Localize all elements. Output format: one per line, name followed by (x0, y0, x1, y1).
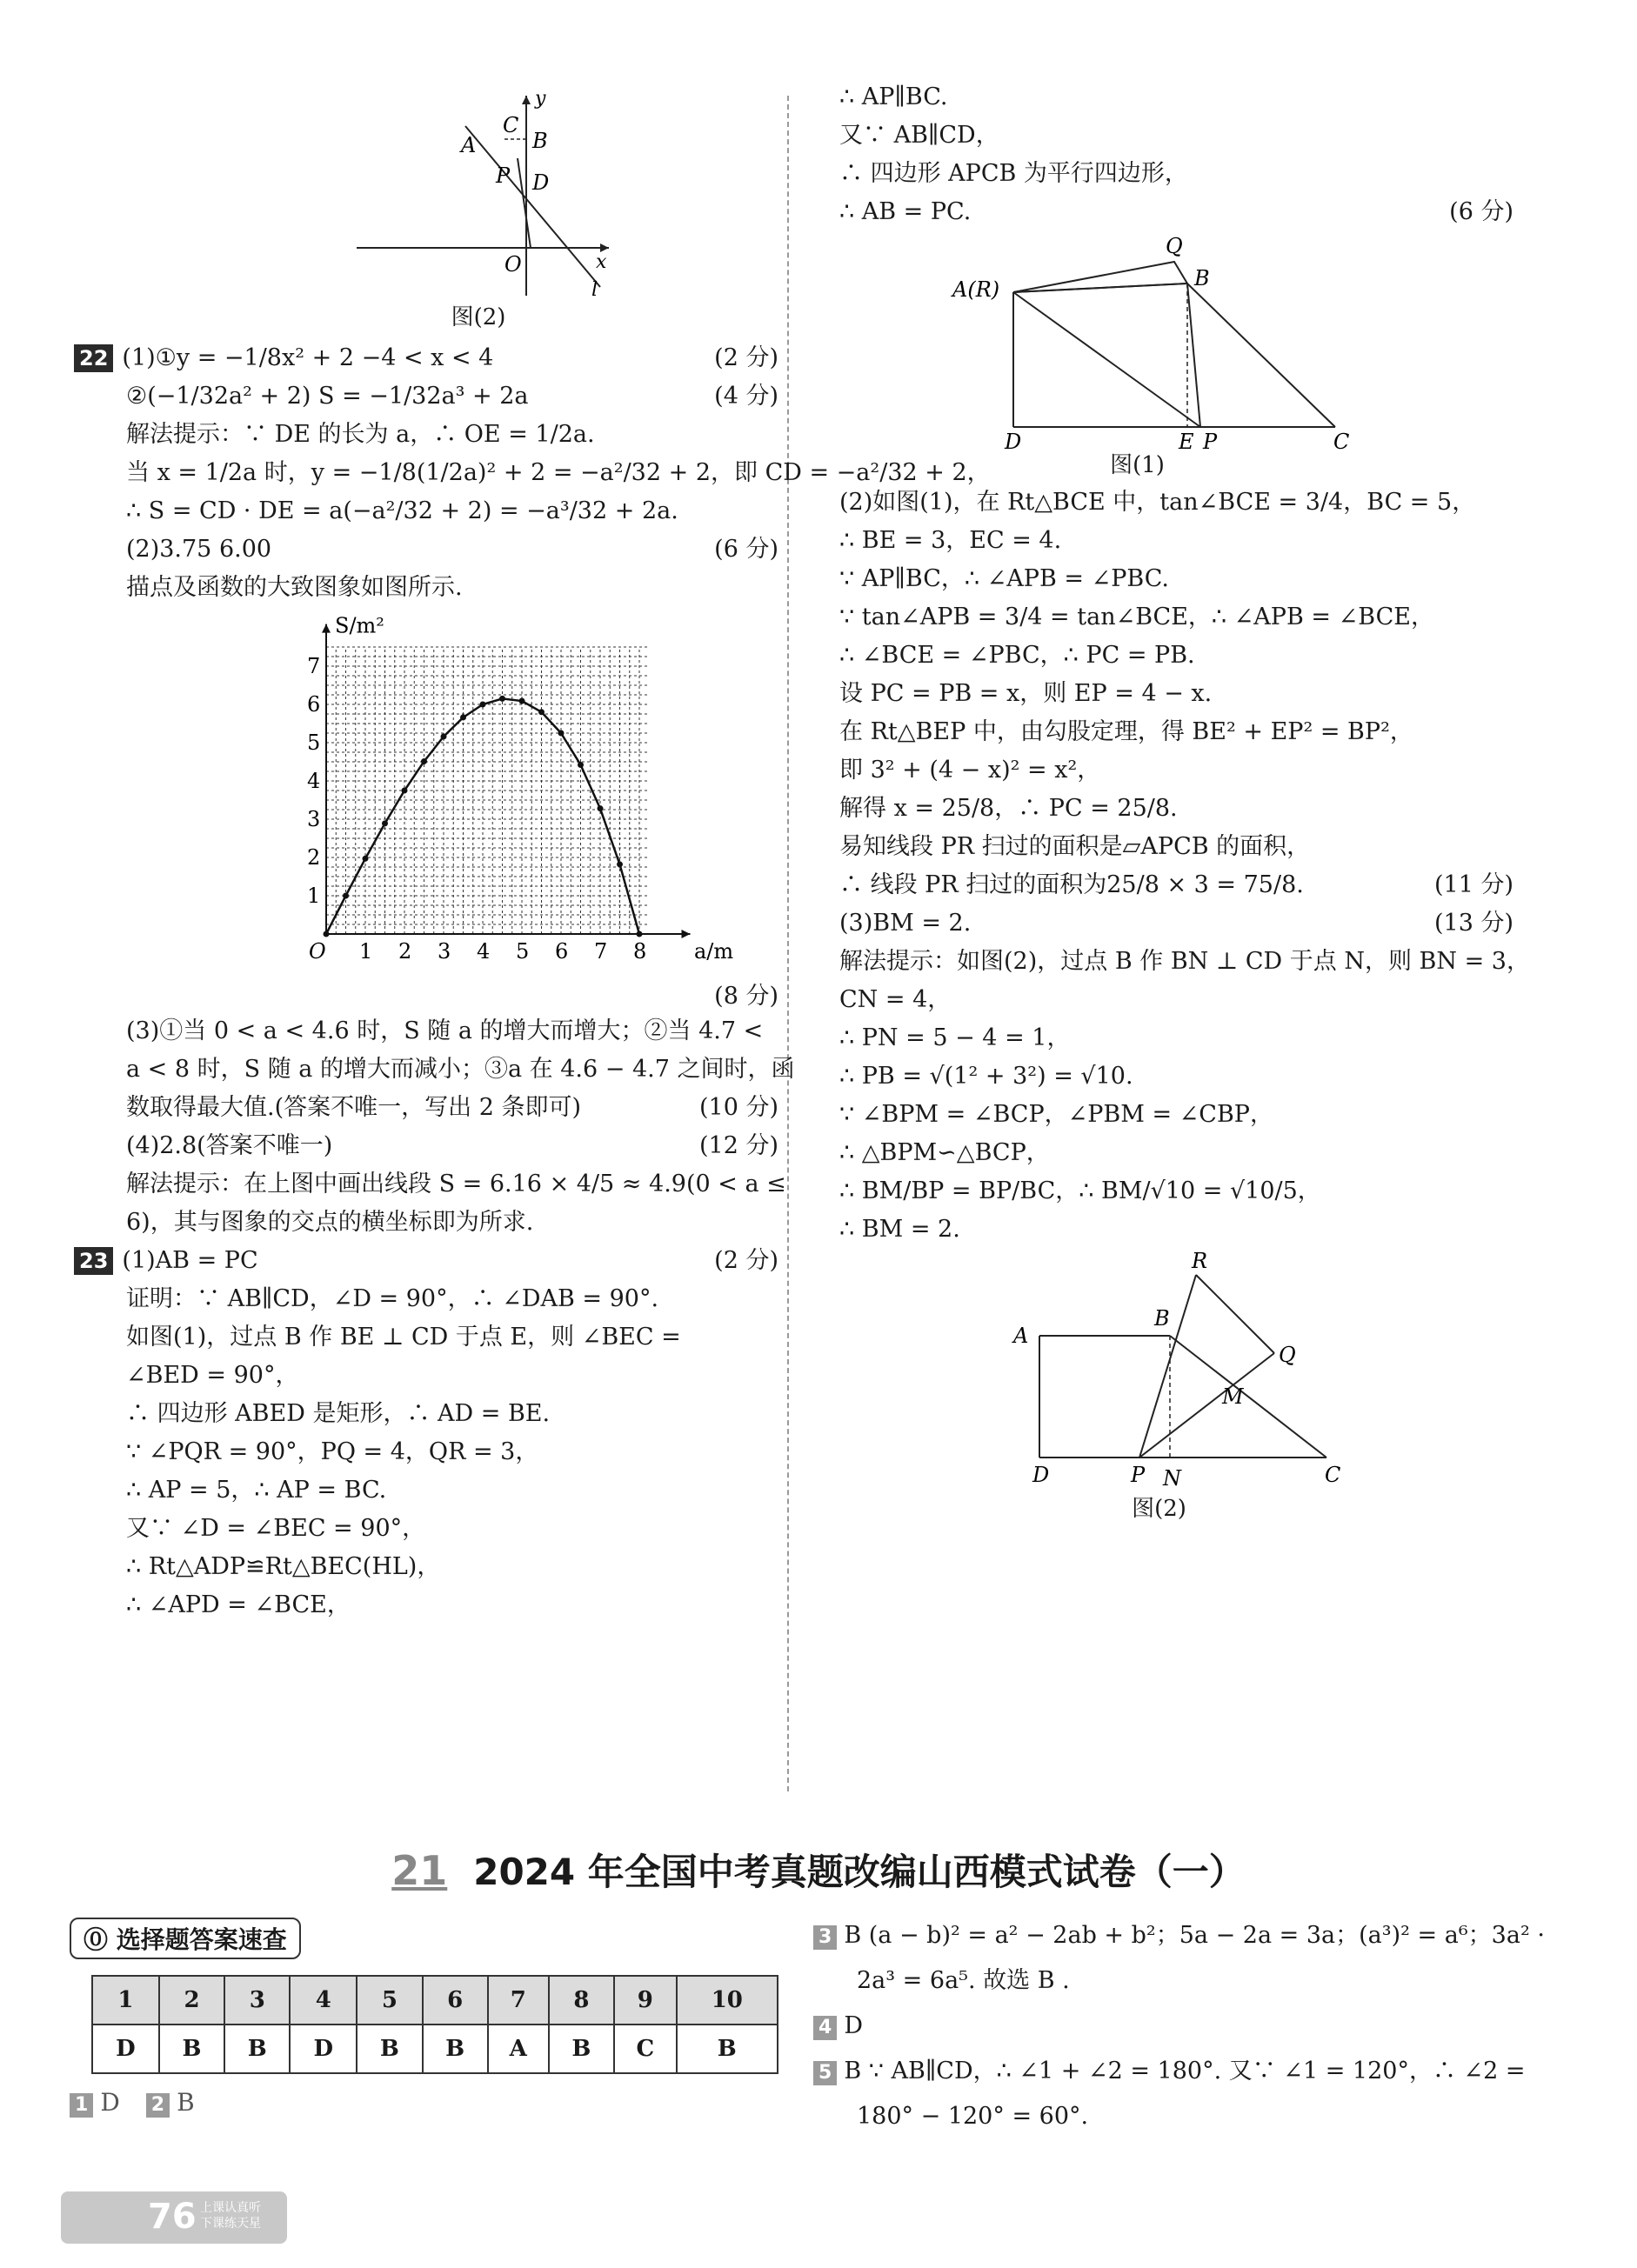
line-text: 易知线段 PR 扫过的面积是▱APCB 的面积， (839, 833, 1311, 860)
data-point (363, 856, 369, 862)
fig2-label-Q: Q (1279, 1343, 1296, 1367)
line-text: 解法提示：∵ DE 的长为 a，∴ OE = 1/2a. (126, 421, 595, 448)
data-point (499, 696, 505, 702)
line-text: ∴ 四边形 ABED 是矩形，∴ AD = BE. (126, 1400, 551, 1427)
x-axis-label: a/m (694, 939, 734, 964)
line-text: a < 8 时，S 随 a 的增大而减小；③a 在 4.6 − 4.7 之间时，函 (126, 1056, 795, 1083)
line-text: 设 PC = PB = x，则 EP = 4 − x. (839, 680, 1213, 707)
fig1-label-D: D (1005, 430, 1022, 454)
fig1-label-B: B (1194, 266, 1210, 290)
explanation-line (813, 1913, 1545, 1958)
line-text: 又∵ ∠D = ∠BEC = 90°， (126, 1515, 426, 1542)
data-point (402, 788, 408, 794)
answer-number: 4 (290, 1976, 357, 2025)
line-text: ∠BED = 90°， (126, 1362, 299, 1389)
x-tick-label: 5 (516, 939, 530, 964)
text-line (126, 1165, 786, 1204)
question-badge: 1 (70, 2093, 93, 2118)
fig2-label-N: N (1163, 1466, 1181, 1491)
line-text: 又∵ AB∥CD， (839, 122, 999, 149)
line-text: 如图(1)，过点 B 作 BE ⊥ CD 于点 E，则 ∠BEC = (126, 1324, 681, 1351)
answer-table (91, 1975, 778, 2074)
text-line (126, 416, 778, 454)
text-line (126, 1089, 778, 1127)
column-divider (787, 96, 789, 1791)
figure-2-caption: 图(2) (1132, 1496, 1186, 1522)
x-tick-label: 3 (438, 939, 451, 964)
data-point (617, 861, 623, 867)
answer-number: 5 (357, 1976, 422, 2025)
line-text: (1)AB = PC (122, 1247, 258, 1274)
text-line (839, 675, 1513, 713)
label-y: y (535, 88, 546, 110)
line-text: ∴ PN = 5 − 4 = 1， (839, 1024, 1071, 1051)
score: (2 分) (714, 1247, 778, 1274)
figure-caption: 图(2) (451, 304, 506, 330)
text-line (126, 1471, 778, 1510)
text-line (839, 598, 1513, 637)
label-O: O (504, 252, 522, 277)
fig1-label-Q: Q (1166, 234, 1183, 258)
figure-1-caption: 图(1) (1110, 452, 1165, 478)
answer-value: D (290, 2025, 357, 2073)
text-line (126, 569, 778, 607)
line-text: 当 x = 1/2a 时，y = −1/8(1/2a)² + 2 = −a²/32 + 2，即 CD = −a²/32 + 2， (126, 459, 991, 486)
data-point (538, 709, 545, 715)
data-point (421, 758, 427, 764)
explanation-line (813, 1958, 1518, 2004)
function-graph (300, 612, 778, 977)
fig2-label-C: C (1325, 1463, 1341, 1487)
label-C: C (503, 113, 519, 137)
graph-score: (8 分) (714, 983, 778, 1010)
text-line (126, 1548, 778, 1586)
quick-answers-title: ⓪ 选择题答案速查 (70, 1918, 301, 1959)
answer-value: C (614, 2025, 677, 2073)
line-text: ∴ 四边形 APCB 为平行四边形， (839, 160, 1188, 187)
question-badge: 2 (146, 2093, 170, 2118)
text-line (839, 751, 1513, 790)
answer-number: 2 (159, 1976, 224, 2025)
answer-number: 7 (488, 1976, 549, 2025)
data-point (637, 931, 643, 937)
text-line (126, 1510, 778, 1548)
question-badge: 5 (813, 2061, 837, 2085)
text-line (839, 866, 1513, 904)
answer-table-header-row (92, 1976, 778, 2025)
answer-value: D (92, 2025, 159, 2073)
text-line (839, 637, 1513, 675)
text-line (839, 117, 1513, 155)
data-point (558, 730, 565, 737)
text-line (839, 1057, 1513, 1096)
explanation-text: B (a − b)² = a² − 2ab + b²；5a − 2a = 3a；(a³)² = a⁶；3a² · (844, 1922, 1545, 1949)
x-tick-label: 1 (359, 939, 373, 964)
answer-value: B (224, 2025, 290, 2073)
answer-number: 3 (224, 1976, 290, 2025)
right-column (839, 78, 1530, 1527)
y-axis-label: S/m² (335, 613, 384, 638)
data-point (324, 931, 330, 937)
explanation-text: 2a³ = 6a⁵. 故选 B . (857, 1967, 1070, 1994)
y-axis-arrow (322, 624, 331, 633)
y-tick-label: 3 (307, 807, 321, 831)
section-title-text: 2024 年全国中考真题改编山西模式试卷（一） (473, 1851, 1246, 1893)
score: (6 分) (714, 536, 778, 563)
x-tick-label: 2 (398, 939, 412, 964)
answer-number: 9 (614, 1976, 677, 2025)
text-line (839, 943, 1530, 981)
line-text: 即 3² + (4 − x)² = x²， (839, 757, 1101, 784)
quick-extra (70, 2088, 778, 2118)
line-text: ∴ △BPM∽△BCP， (839, 1139, 1050, 1166)
line-text: 6)，其与图象的交点的横坐标即为所求. (126, 1209, 534, 1236)
data-point (382, 820, 388, 826)
line-text: 解得 x = 25/8，∴ PC = 25/8. (839, 795, 1178, 822)
answer-value: B (159, 2025, 224, 2073)
answer-explanations (813, 1913, 1545, 2139)
data-point (578, 762, 584, 768)
text-line (839, 713, 1513, 751)
fig2-label-M: M (1222, 1384, 1244, 1409)
line-text: ∴ AP = 5，∴ AP = BC. (126, 1477, 387, 1504)
fig2-label-A: A (1013, 1324, 1029, 1348)
line-text: ②(−1/32a² + 2) S = −1/32a³ + 2a (126, 383, 529, 410)
fig2-label-P: P (1131, 1463, 1146, 1487)
text-line (126, 377, 778, 416)
answer-number: 1 (92, 1976, 159, 2025)
data-point (460, 714, 466, 720)
label-x: x (596, 251, 607, 273)
fig2-label-B: B (1154, 1306, 1170, 1331)
label-D: D (532, 170, 550, 195)
line-text: ∴ S = CD · DE = a(−a²/32 + 2) = −a³/32 + 2a. (126, 497, 678, 524)
text-line (839, 560, 1513, 598)
text-line (126, 1012, 778, 1051)
line-text: ∴ AP∥BC. (839, 83, 948, 110)
section-number: 21 (391, 1847, 448, 1894)
quick-answers (70, 1918, 778, 2118)
y-tick-label: 1 (307, 884, 321, 908)
text-line (839, 1172, 1513, 1211)
fig1-label-P: P (1203, 430, 1218, 454)
answer-value: B (423, 2025, 488, 2073)
text-line (126, 492, 778, 530)
y-tick-label: 2 (307, 845, 321, 870)
quick-answer: B (177, 2088, 195, 2117)
x-tick-label: 7 (594, 939, 608, 964)
text-line (126, 1051, 795, 1089)
fig1-label-E: E (1179, 430, 1194, 454)
data-point (519, 698, 525, 704)
text-line (839, 484, 1513, 522)
question-badge: 4 (813, 2016, 837, 2040)
text-line (839, 155, 1513, 193)
line-text: (1)①y = −1/8x² + 2 −4 < x < 4 (122, 344, 494, 371)
answer-value: B (357, 2025, 422, 2073)
fig2-label-R: R (1192, 1249, 1208, 1273)
line-text: ∵ AP∥BC，∴ ∠APB = ∠PBC. (839, 565, 1169, 592)
line-text: ∴ ∠BCE = ∠PBC，∴ PC = PB. (839, 642, 1195, 669)
line-text: ∵ tan∠APB = 3/4 = tan∠BCE，∴ ∠APB = ∠BCE， (839, 604, 1434, 630)
question-badge: 3 (813, 1925, 837, 1950)
section-title (0, 1844, 1637, 1896)
answer-table-row (92, 2025, 778, 2073)
line-text: ∴ PB = √(1² + 3²) = √10. (839, 1063, 1133, 1090)
score: (10 分) (698, 1094, 778, 1121)
answer-number: 8 (549, 1976, 614, 2025)
line-text: 证明：∵ AB∥CD，∠D = 90°，∴ ∠DAB = 90°. (126, 1285, 659, 1312)
explanation-text: B ∵ AB∥CD，∴ ∠1 + ∠2 = 180°. 又∵ ∠1 = 120°，∴ ∠2 = (844, 2058, 1526, 2085)
line-text: ∴ 线段 PR 扫过的面积为25/8 × 3 = 75/8. (839, 871, 1304, 898)
line-text: ∴ AB = PC. (839, 198, 972, 225)
line-text: ∴ BM/BP = BP/BC，∴ BM/√10 = √10/5， (839, 1177, 1321, 1204)
figure-2-svg (839, 1249, 1513, 1492)
data-point (343, 893, 349, 899)
text-line (126, 1395, 778, 1433)
data-point (598, 805, 604, 811)
x-tick-label: 4 (477, 939, 491, 964)
text-line (839, 904, 1513, 943)
answer-value: A (488, 2025, 549, 2073)
answer-number: 6 (423, 1976, 488, 2025)
line-text: CN = 4， (839, 986, 952, 1013)
chart-svg (300, 612, 734, 969)
line-text: ∵ ∠BPM = ∠BCP，∠PBM = ∠CBP， (839, 1101, 1273, 1128)
figure-top (331, 78, 626, 339)
explanation-line (813, 2094, 1518, 2139)
page-number-badge (61, 2191, 287, 2244)
text-line (126, 530, 778, 569)
text-line (839, 193, 1513, 231)
line-text: ∴ BE = 3，EC = 4. (839, 527, 1062, 554)
text-line (839, 1134, 1513, 1172)
text-line (126, 1357, 778, 1395)
line-text: (4)2.8(答案不唯一) (126, 1132, 333, 1159)
y-tick-label: 5 (307, 730, 321, 755)
line-text: ∵ ∠PQR = 90°，PQ = 4，QR = 3， (126, 1438, 539, 1465)
text-line (839, 1211, 1513, 1249)
figure-2 (839, 1249, 1513, 1527)
coordinate-figure (331, 78, 626, 304)
fig1-label-AR: A(R) (952, 277, 1000, 302)
text-line (126, 1318, 778, 1357)
quick-icon: ⓪ (84, 1925, 117, 1954)
x-tick-label: 8 (633, 939, 647, 964)
score: (11 分) (1433, 871, 1513, 898)
x-tick-label: 6 (555, 939, 569, 964)
text-line (839, 790, 1513, 828)
text-line (79, 1242, 778, 1280)
score: (4 分) (714, 383, 778, 410)
text-line (839, 1096, 1513, 1134)
data-point (441, 733, 447, 739)
question-23 (70, 1242, 778, 1624)
explanation-text: 180° − 120° = 60°. (857, 2103, 1089, 2130)
fig2-label-D: D (1032, 1463, 1050, 1487)
score: (6 分) (1449, 198, 1513, 225)
page-number: 76 (148, 2197, 197, 2237)
explanation-line (813, 2004, 1518, 2049)
text-line (126, 1433, 778, 1471)
text-line (126, 454, 991, 492)
figure-1-svg (839, 231, 1513, 454)
text-line (126, 1586, 778, 1624)
y-tick-label: 4 (307, 769, 321, 793)
label-B: B (532, 129, 548, 153)
line-text: 解法提示：在上图中画出线段 S = 6.16 × 4/5 ≈ 4.9(0 < a ≤ (126, 1171, 786, 1197)
text-line (839, 828, 1513, 866)
question-number-badge: 22 (74, 344, 113, 372)
y-tick-label: 6 (307, 692, 321, 717)
line-text: ∴ BM = 2. (839, 1216, 960, 1243)
line-text: 描点及函数的大致图象如图所示. (126, 574, 463, 601)
text-line (839, 522, 1513, 560)
label-P: P (496, 163, 511, 188)
explanation-line (813, 2049, 1526, 2094)
label-A: A (461, 133, 477, 157)
text-line (839, 981, 1513, 1019)
page-slogan: 上课认真听 下课练天星 (200, 2201, 261, 2231)
line-text: (2)3.75 6.00 (126, 536, 272, 563)
x-axis-arrow (682, 930, 691, 938)
text-line (126, 1127, 778, 1165)
answer-value: B (549, 2025, 614, 2073)
explanation-text: D (844, 2012, 863, 2039)
text-line (126, 1204, 778, 1242)
text-line (839, 1019, 1513, 1057)
score: (2 分) (714, 344, 778, 371)
fig1-label-C: C (1333, 430, 1350, 454)
line-text: ∴ Rt△ADP≌Rt△BEC(HL)， (126, 1553, 441, 1580)
text-line (79, 339, 778, 377)
line-text: 数取得最大值.(答案不唯一，写出 2 条即可) (126, 1094, 581, 1121)
text-line (126, 1280, 778, 1318)
line-text: (3)①当 0 < a < 4.6 时，S 随 a 的增大而增大；②当 4.7 < (126, 1017, 764, 1044)
line-text: (3)BM = 2. (839, 910, 972, 937)
line-text: 在 Rt△BEP 中，由勾股定理，得 BE² + EP² = BP²， (839, 718, 1413, 745)
line-text: (2)如图(1)，在 Rt△BCE 中，tan∠BCE = 3/4，BC = 5， (839, 489, 1476, 516)
label-l: l (591, 279, 598, 301)
quick-answer: D (100, 2088, 120, 2117)
line-text: 解法提示：如图(2)，过点 B 作 BN ⊥ CD 于点 N，则 BN = 3， (839, 948, 1530, 975)
data-point (480, 702, 486, 708)
score: (12 分) (698, 1132, 778, 1159)
score: (13 分) (1433, 910, 1513, 937)
y-tick-label: 7 (307, 654, 321, 678)
origin-label: O (309, 939, 326, 964)
answer-value: B (677, 2025, 778, 2073)
text-line (839, 78, 1513, 117)
figure-1 (839, 231, 1513, 484)
question-number-badge: 23 (74, 1247, 113, 1275)
line-text: ∴ ∠APD = ∠BCE， (126, 1591, 351, 1618)
answer-number: 10 (677, 1976, 778, 2025)
